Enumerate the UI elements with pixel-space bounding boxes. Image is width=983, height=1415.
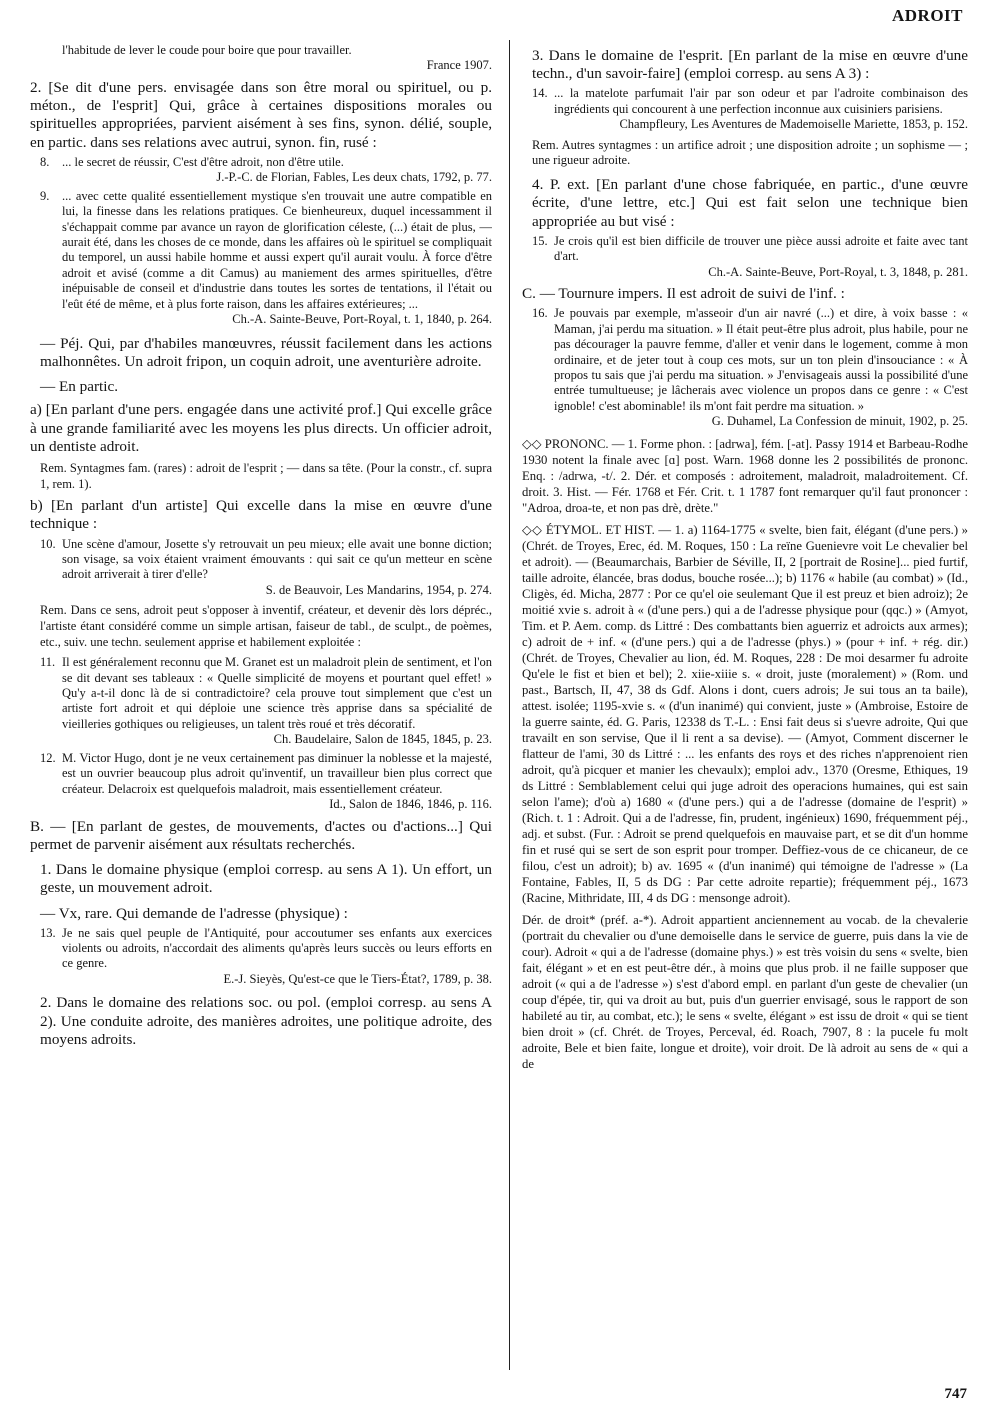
sense-heading: — Péj. Qui, par d'habiles manœuvres, réussit facilement dans les actions malhonnêtes. Un adroit fripon, un coquin adroit, une aventurière adroite. <box>40 334 492 370</box>
definition: C. — Tournure impers. Il est adroit de suivi de l'inf. : <box>522 285 845 303</box>
etymology-paragraph: ◇◇ PRONONC. — 1. Forme phon. : [adrwa], fém. [-at]. Passy 1914 et Barbeau-Rodhe 1930 notent la finale avec [ɑ] post. Warn. 1968 donne les 2 possibilités de prononc. Enq. : /adrwa, -t/. 2. Dér. et composés : adroitement, maladroit, maladroitement. Cf. droit. 3. Hist. — Fér. 1768 et Fér. Crit. t. 1 1787 font remarquer qu'il faut prononcer : "Adroa, droa-te, et non pas drè, drète." <box>522 436 968 515</box>
running-head: ADROIT <box>891 6 963 25</box>
quotation-text: Il est généralement reconnu que M. Granet est un maladroit plein de sentiment, et l'on se dit devant ses tableaux : « Quelle simplicité de moyens et pourtant quel effet! » Qu'y a-t-il donc là de si contradictoire? cela prouve tout simplement que c'est un artiste fort adroit et qui déploie une science très apprise dans sa spécialité de vieilleries gothiques ou religieuses, un talent très roué et très décoratif. <box>62 655 492 731</box>
quotation-number: 8. <box>40 154 50 169</box>
quotation-source: E.-J. Sieyès, Qu'est-ce que le Tiers-État?, 1789, p. 38. <box>223 971 492 986</box>
quotation-source: Ch.-A. Sainte-Beuve, Port-Royal, t. 1, 1840, p. 264. <box>232 311 492 326</box>
right-column <box>522 40 968 1374</box>
column-divider <box>509 40 510 1370</box>
page-number: 747 <box>944 1386 967 1402</box>
quotation-number: 11. <box>40 655 56 670</box>
quotation-number: 16. <box>532 306 548 321</box>
remark: Rem. Syntagmes fam. (rares) : adroit de l'esprit ; — dans sa tête. (Pour la constr., cf. supra 1, rem. 1). <box>40 460 492 491</box>
quotation <box>40 925 492 988</box>
quotation-text: M. Victor Hugo, dont je ne veux certainement pas diminuer la noblesse et la majesté, est un ouvrier beaucoup plus adroit qu'inventif, un travailleur bien plus correct que créateur. Delacroix est quelquefois maladroit, mais essentiellement créateur. <box>62 750 492 796</box>
sense-heading: 4. P. ext. [En parlant d'une chose fabriquée, en partic., d'une œuvre écrite, d'une lettre, etc.] Qui est fait selon une technique bien appropriée au but visé : <box>532 176 968 230</box>
quotation-text: Une scène d'amour, Josette s'y retrouvait un peu mieux; elle avait une bonne diction; son visage, sa voix étaient vraiment émouvants : qui sait ce qu'un metteur en scène adroit arriverait à tirer d'elle? <box>62 536 492 582</box>
quotation-number: 14. <box>532 86 548 101</box>
quotation <box>532 233 968 280</box>
definition: b) [En parlant d'un artiste] Qui excelle dans la mise en œuvre d'une technique : <box>30 497 492 533</box>
quotation-text: Je crois qu'il est bien difficile de trouver une pièce aussi adroite et faite avec tant d'art. <box>554 233 968 264</box>
quotation-text: ... le secret de réussir, C'est d'être adroit, non d'être utile. <box>62 154 344 169</box>
quotation-number: 10. <box>40 536 56 551</box>
quotation-source: S. de Beauvoir, Les Mandarins, 1954, p. 274. <box>265 582 492 597</box>
quotation-number: 12. <box>40 750 56 765</box>
quotation <box>532 306 968 429</box>
quotation-text: l'habitude de lever le coude pour boire que pour travailler. <box>62 43 352 57</box>
quotation-source: Id., Salon de 1846, 1846, p. 116. <box>329 796 492 811</box>
remark: Rem. Dans ce sens, adroit peut s'opposer à inventif, créateur, et devenir dès lors dépréc., l'artiste étant considéré comme un simple artisan, faiseur de tabl., de sculpt., de poèmes, etc., suiv. une techn. seulement apprise et habilement exploitée : <box>40 603 492 649</box>
etymology-paragraph: ◇◇ ÉTYMOL. ET HIST. — 1. a) 1164-1775 « svelte, bien fait, élégant (d'une pers.) » (Chrét. de Troyes, Erec, éd. M. Roques, 150 : La reïne Guenievre voit Le chevalier bel et adroit). — (Beaumarchais, Barbier de Séville, II, 2 [portrait de Rosine]... pied furtif, taille adroite, élancée, bras dodus, bouche rosée...); b) 1176 « habile (au combat) » (Id., Cligès, éd. Micha, 2877 : Por ce qu'el oie seulemant Que il est preuz et bien adroiz); 2e moitié xvie s. adroit à « (d'une pers.) qui a de l'adresse physique pour (qqc.) » (Amyot, Tim. et P. Aem. comp. ds Littré : Des combattants bien aguerriz et adroicts aux armes); c) adroit de + inf. « (d'une pers.) qui a de l'adresse (phys.) » (pour + inf. + rég. dir.) (Chrét. de Troyes, Chevalier au lion, éd. M. Roques, 228 : De moi desarmer fu adroite Qu'ele le fist et bien et bel); 2. xiie-xiiie s. « droit, juste (moralement) » (Rom. und past., Bartsch, II, 47, 38 ds Gdf. Alons i dont, cuers adrois; Je sui tous an ta baile), attest. isolée; 1195-xvie s. « (d'un inanimé) qui convient, juste » (Ambroise, Estoire de la guerre sainte, éd. G. Paris, 12338 ds T.-L. : Ensi fait deus si s'uevre adroite, Qui que travailt en son servise, Que il li rent a sa devise). — (Amyot, Comment discerner le flatteur de l'ami, 30 ds Littré : ... les enfants des roys et des riches n'apprenoient rien adroit, qu'à picquer et manier les chevaulx); emploi adv., 1370 (Oresme, Ethiques, 19 ds Littré : Semblablement celui qui juge adroit des operacions humaines, qui est sain selon l'ame); d'où a) 1680 « (d'une pers.) qui a de l'adresse (domaine de l'esprit) » (Rich. t. 1 : Adroit. Qui a de l'adresse, fin, prudent, ingénieux) 1690, fréquemment péj., adj. et subst. (Fur. : Adroit se prend quelquefois en mauvaise part, et se dit d'un homme fin et rusé qui se sert de son esprit pour tromper. Deffiez-vous de ce chicaneur, de ce filou, c'est un adroit); b) av. 1695 « (d'un inanimé) qui témoigne de l'adresse » (La Fontaine, Fables, II, 5 ds DG : Par cette adroite repartie); fréquemment péj., 1673 (Racine, Mithridate, III, 4 ds DG : mensonge adroit). <box>522 522 968 905</box>
definition: B. — [En parlant de gestes, de mouvements, d'actes ou d'actions...] Qui permet de parvenir aisément aux résultats recherchés. <box>30 817 492 853</box>
definition: a) [En parlant d'une pers. engagée dans une activité prof.] Qui excelle grâce à une grande familiarité avec les moyens les plus directs. Un officier adroit, un dentiste adroit. <box>30 401 492 455</box>
quotation-text: Je ne sais quel peuple de l'Antiquité, pour accoutumer ses enfants aux exercices violents ou adroits, n'accordait des aliments qu'après leurs succès ou leurs efforts en ce genre. <box>62 925 492 971</box>
quotation <box>40 536 492 599</box>
quotation <box>40 154 492 186</box>
quotation-number: 15. <box>532 233 548 248</box>
quotation <box>40 188 492 328</box>
quotation <box>532 86 968 132</box>
quotation-text: ... la matelote parfumait l'air par son odeur et par l'adroite combinaison des ingrédients qui concourent à une perfection inconnue aux cuisiniers parisiens. <box>554 86 968 116</box>
quotation-source: Ch.-A. Sainte-Beuve, Port-Royal, t. 3, 1848, p. 281. <box>708 264 968 279</box>
sense-heading: — En partic. <box>40 378 119 396</box>
definition: 2. [Se dit d'une pers. envisagée dans son être moral ou spirituel, ou p. méton., de l'esprit] Qui, grâce à certaines dispositions morales ou spirituelles appropriées, parvient aisément à ses fins, synon. délié, souple, en partic. dans ses relations avec autrui, synon. fin, rusé : <box>30 79 492 151</box>
remark: Rem. Autres syntagmes : un artifice adroit ; une disposition adroite ; un sophisme — ; une rigueur adroite. <box>532 137 968 168</box>
quotation-source: Champfleury, Les Aventures de Mademoiselle Mariette, 1853, p. 152. <box>619 117 968 132</box>
quotation-number: 13. <box>40 925 56 940</box>
quotation-source: G. Duhamel, La Confession de minuit, 1902, p. 25. <box>711 414 968 429</box>
quotation <box>62 43 492 74</box>
quotation-source: Ch. Baudelaire, Salon de 1845, 1845, p. 23. <box>273 732 492 747</box>
sense-heading: 2. Dans le domaine des relations soc. ou pol. (emploi corresp. au sens A 2). Une conduite adroite, des manières adroites, une politique adroite, des moyens adroits. <box>40 994 492 1048</box>
left-column <box>30 40 492 1374</box>
etymology-paragraph: Dér. de droit* (préf. a-*). Adroit appartient anciennement au vocab. de la chevalerie (portrait du chevalier ou d'une demoiselle dans le service de guerre, puis dans la vie de cour). Adroit « qui a de l'adresse (domaine phys.) » est très voisin du sens « svelte, bien fait, élégant » et en est peut-être dér., à moins que plus prob. il ne faille supposer que adroit (« qui a de l'adresse ») s'est d'abord empl. en parlant d'un geste de chevalier (un coup d'épée, tir, qui va droit au but, puis d'un guerrier envisagé, sous le rapport de son habileté au tir, au combat, etc.); le sens « svelte, élégant » est issu de droit « qui se tient bien droit » (cf. Chrét. de Troyes, Perceval, éd. Roach, 7907, 8 : la pucele fu molt adroite, Bele et bien faite, longue et droite), voir droit. De là adroit au sens de « qui a de <box>522 912 968 1071</box>
quotation <box>40 655 492 748</box>
sense-heading: 1. Dans le domaine physique (emploi corresp. au sens A 1). Un effort, un geste, un mouvement adroit. <box>40 861 492 897</box>
quotation-text: ... avec cette qualité essentiellement mystique s'en trouvait une autre compatible en lui, la finesse dans les relations pratiques. Ce bienheureux, duquel incessamment il s'échappait comme par avance un rayon de glorification céleste, (...) était de plus, — aurait été, dans les choses de ce monde, dans les affaires où le spirituel se compliquait du temporel, un aussi habile homme et aussi expert qu'il aurait voulu. À force d'être adroit et avisé (comme a dit Camus) au maniement des armes spirituelles, d'être inépuisable de conseil et d'industrie dans toutes les sortes de tentations, il l'était ou l'eût été de même, et à plus forte raison, dans les affaires extérieures; ... <box>62 188 492 311</box>
quotation-text: Je pouvais par exemple, m'asseoir d'un air navré (...) et dire, à voix basse : « Maman, j'ai perdu ma situation. » Il était peut-être plus adroit, plus habile, pour ne pas décourager la pauvre femme, d'aller et venir dans le logement, comme à mon ordinaire, et de jeter tout à coup ces mots, sur un ton plein d'insouciance : « À propos tu sais que j'ai perdu ma situation. » J'envisageais aussi la possibilité d'une entrée tumultueuse; je lâcherais avec violence un propos dans ce genre : « C'est ignoble! c'est abominable! ils m'ont fait perdre ma situation. » <box>554 306 968 413</box>
sense-heading: 3. Dans le domaine de l'esprit. [En parlant de la mise en œuvre d'une techn., d'un savoir-faire] (emploi corresp. au sens A 3) : <box>532 47 968 83</box>
sense-heading: — Vx, rare. Qui demande de l'adresse (physique) : <box>40 904 348 922</box>
quotation-number: 9. <box>40 188 50 203</box>
quotation-source: J.-P.-C. de Florian, Fables, Les deux chats, 1792, p. 77. <box>216 170 492 185</box>
quotation <box>40 750 492 813</box>
quotation-source: France 1907. <box>426 58 492 73</box>
